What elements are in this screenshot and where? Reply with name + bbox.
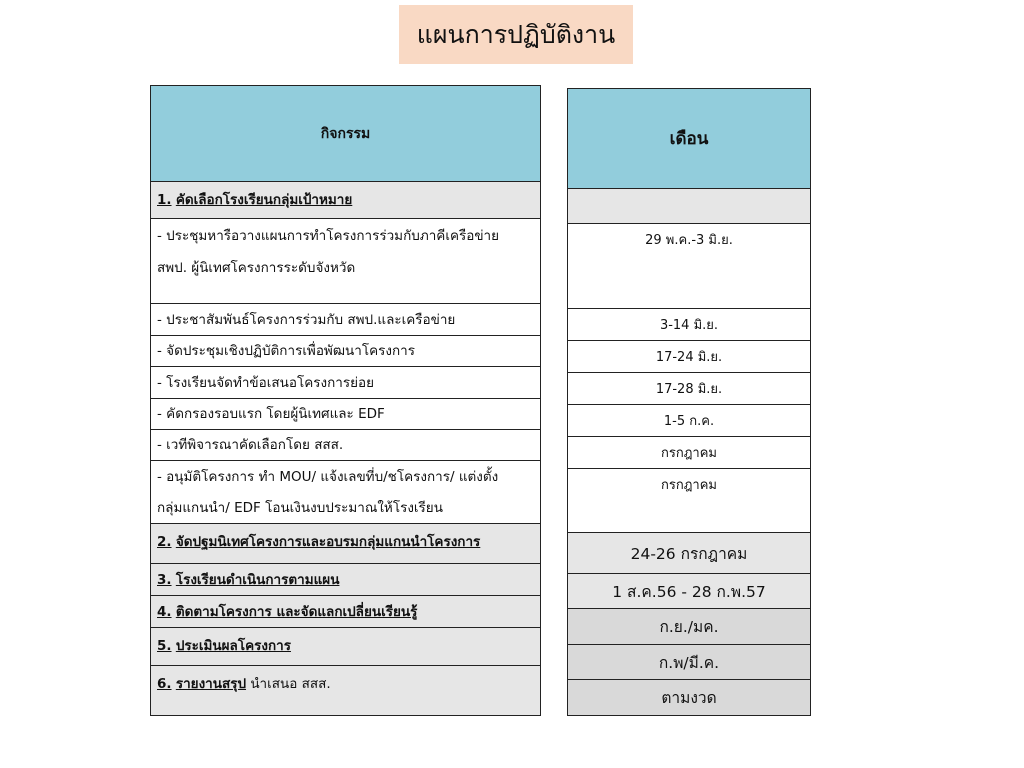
page-title: แผนการปฏิบัติงาน	[399, 5, 633, 64]
section-6-number: 6.	[157, 676, 172, 692]
month-row-blank	[568, 189, 810, 224]
activity-row-1	[151, 219, 540, 304]
month-row-10: ก.ย./มค.	[568, 609, 810, 645]
section-6	[151, 666, 540, 715]
activity-row-6: - เวทีพิจารณาคัดเลือกโดย สสส.	[151, 430, 540, 461]
section-1-title: คัดเลือกโรงเรียนกลุ่มเป้าหมาย	[175, 192, 353, 208]
section-4-number: 4.	[157, 604, 172, 620]
section-4-title: ติดตามโครงการ และจัดแลกเปลี่ยนเรียนรู้	[175, 604, 418, 620]
section-3-title: โรงเรียนดำเนินการตามแผน	[175, 572, 340, 588]
month-row-9: 1 ส.ค.56 - 28 ก.พ.57	[568, 574, 810, 609]
activity-row-4: - โรงเรียนจัดทำข้อเสนอโครงการย่อย	[151, 367, 540, 399]
months-table	[567, 88, 811, 716]
section-2-number: 2.	[157, 534, 172, 550]
month-row-1: 29 พ.ค.-3 มิ.ย.	[568, 224, 810, 309]
month-row-11: ก.พ/มี.ค.	[568, 645, 810, 680]
section-1	[151, 182, 540, 219]
section-4	[151, 596, 540, 628]
month-row-6: กรกฎาคม	[568, 437, 810, 469]
section-5	[151, 628, 540, 666]
activity-row-5: - คัดกรองรอบแรก โดยผู้นิเทศและ EDF	[151, 399, 540, 430]
month-row-4: 17-28 มิ.ย.	[568, 373, 810, 405]
months-header: เดือน	[568, 89, 810, 189]
activity-row-7	[151, 461, 540, 524]
activities-table	[150, 85, 541, 716]
section-1-number: 1.	[157, 192, 172, 208]
activities-header: กิจกรรม	[151, 86, 540, 182]
section-3-number: 3.	[157, 572, 172, 588]
month-row-8: 24-26 กรกฎาคม	[568, 533, 810, 574]
month-row-5: 1-5 ก.ค.	[568, 405, 810, 437]
section-6-title: รายงานสรุป	[175, 676, 247, 692]
section-2	[151, 524, 540, 564]
section-3	[151, 564, 540, 596]
month-row-12: ตามงวด	[568, 680, 810, 715]
activity-1-line-1: - ประชุมหารือวางแผนการทำโครงการร่วมกับภาคีเครือข่าย	[157, 228, 500, 244]
activity-7-line-2: กลุ่มแกนนำ/ EDF โอนเงินงบประมาณให้โรงเรียน	[157, 500, 443, 516]
month-row-2: 3-14 มิ.ย.	[568, 309, 810, 341]
section-2-title: จัดปฐมนิเทศโครงการและอบรมกลุ่มแกนนำโครงการ	[175, 534, 481, 550]
activity-row-3: - จัดประชุมเชิงปฏิบัติการเพื่อพัฒนาโครงการ	[151, 336, 540, 367]
activity-1-line-2: สพป. ผู้นิเทศโครงการระดับจังหวัด	[157, 260, 356, 276]
section-5-title: ประเมินผลโครงการ	[175, 638, 291, 654]
section-5-number: 5.	[157, 638, 172, 654]
activity-7-line-1: - อนุมัติโครงการ ทำ MOU/ แจ้งเลขที่บ/ชโครงการ/ แต่งตั้ง	[157, 469, 499, 485]
activity-row-2: - ประชาสัมพันธ์โครงการร่วมกับ สพป.และเครือข่าย	[151, 304, 540, 336]
month-row-7: กรกฎาคม	[568, 469, 810, 533]
section-6-rest: นำเสนอ สสส.	[250, 676, 331, 692]
month-row-3: 17-24 มิ.ย.	[568, 341, 810, 373]
